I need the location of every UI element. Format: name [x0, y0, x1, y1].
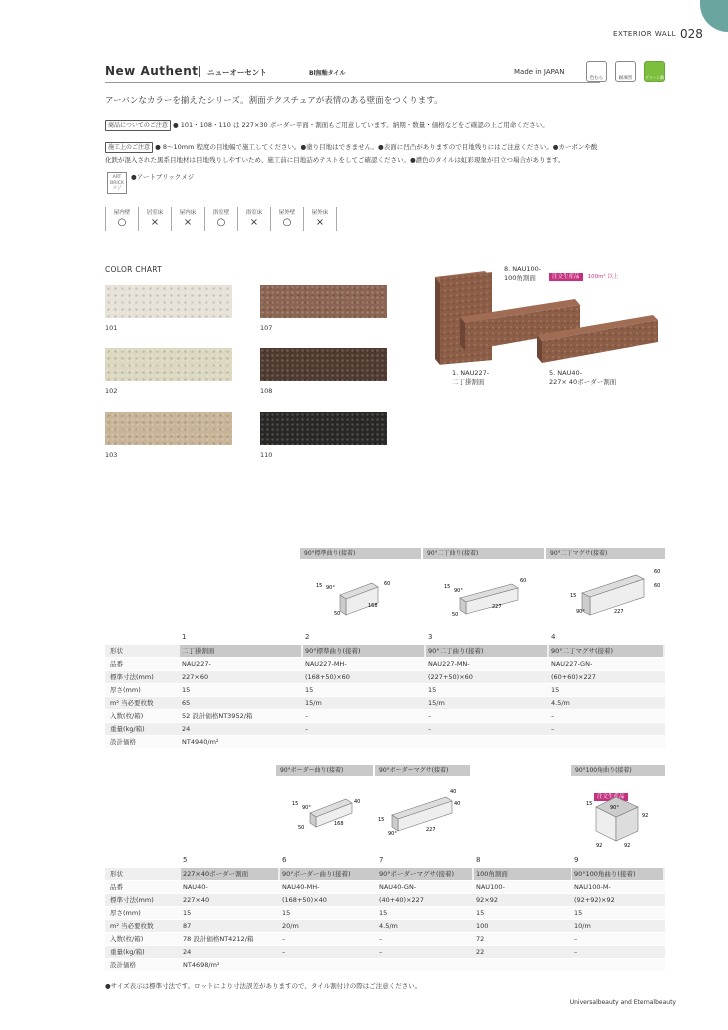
t2-header-7: 90°ボーダーマグサ(接着) — [375, 765, 470, 776]
usage-cell — [270, 207, 303, 231]
dim-label: 90° — [326, 585, 335, 591]
table-cell: 227×60 — [182, 673, 209, 681]
dim-label: 50 — [298, 825, 305, 831]
color-code: 103 — [105, 451, 118, 459]
dim-label: 15 — [378, 817, 385, 823]
table-cell: NT4698/m² — [183, 961, 220, 969]
usage-mark: ○ — [117, 217, 127, 228]
dim-label: 92 — [624, 843, 631, 849]
usage-label: 屋外壁 — [278, 210, 296, 216]
table-cell: 78 設計価格NT4212/箱 — [183, 935, 254, 943]
table-cell: NAU227-GN- — [551, 660, 593, 668]
product-note-text: ● 101・108・110 は 227×30 ボーダー平面・割面もご用意しています。納期・数量・価格などをご確認の上ご用命ください。 — [172, 121, 549, 129]
work-note — [105, 141, 597, 154]
table-cell: (40+40)×227 — [379, 896, 424, 904]
color-code: 102 — [105, 387, 118, 395]
table-cell: 4.5/m — [379, 922, 398, 930]
usage-mark: ○ — [216, 217, 226, 228]
color-swatch-107 — [260, 285, 387, 318]
row-label: 重量(kg/箱) — [110, 948, 145, 956]
row-label: 品番 — [110, 660, 123, 668]
dim-label: 15 — [316, 583, 323, 589]
t2-diagram-border-magusa — [378, 785, 468, 837]
table-cell: 15 — [379, 909, 388, 917]
dim-label: 15 — [444, 584, 451, 590]
column-number: 2 — [305, 633, 310, 641]
table-cell: (168+50)×60 — [305, 673, 350, 681]
art-brick-label: ●アートブリックメジ — [131, 173, 195, 181]
page-number: 028 — [680, 27, 703, 41]
dim-label: 90° — [610, 805, 619, 811]
usage-label: 浴室床 — [245, 210, 263, 216]
callout-1-desc: 二丁掛割面 — [452, 378, 485, 386]
table-cell: NAU227-MN- — [428, 660, 470, 668]
row-label: m² 当必要枚数 — [110, 699, 154, 707]
product-note — [105, 119, 549, 132]
callout-8 — [504, 265, 541, 283]
table-cell: – — [574, 935, 578, 943]
column-number: 9 — [574, 856, 579, 864]
row-label: 形状 — [110, 870, 123, 878]
table-cell: – — [305, 712, 309, 720]
usage-label: 屋内壁 — [113, 210, 131, 216]
dim-label: 90° — [302, 805, 311, 811]
column-number: 7 — [379, 856, 384, 864]
t1-header-4: 90°二丁マグサ(接着) — [546, 548, 665, 559]
t1-diagram-nicho — [442, 570, 532, 620]
badge-label: グリーン購入法 — [645, 75, 664, 86]
dim-label: 90° — [388, 831, 397, 837]
table-cell: NAU40- — [183, 883, 208, 891]
color-code: 107 — [260, 324, 273, 332]
row-label: 入数(枚/箱) — [110, 935, 144, 943]
row-label: 形状 — [110, 647, 123, 655]
row-label: 重量(kg/箱) — [110, 725, 145, 733]
t2-header-6: 90°ボーダー曲り(接着) — [276, 765, 373, 776]
table-cell: NAU40-MH- — [282, 883, 320, 891]
dim-label: 90° — [454, 588, 463, 594]
t2-diagram-border-corner — [290, 785, 370, 835]
column-number: 6 — [282, 856, 287, 864]
dim-label: 227 — [426, 827, 436, 833]
table-cell: – — [574, 948, 578, 956]
table-cell: 二丁掛割面 — [182, 647, 215, 655]
t1-header-2: 90°標準曲り(接着) — [300, 548, 421, 559]
lead-text: アーバンなカラーを揃えたシリーズ。割面テクスチュアが表情のある壁面をつくります。 — [105, 96, 443, 106]
callout-5-desc: 227× 40ボーダー割面 — [549, 378, 617, 386]
page-corner-tab — [700, 0, 728, 32]
table-cell: 15 — [183, 909, 192, 917]
dim-label: 40 — [354, 799, 361, 805]
row-label: 標準寸法(mm) — [110, 896, 154, 904]
color-code: 110 — [260, 451, 273, 459]
usage-cell — [171, 207, 204, 231]
callout-8-desc: 100角割面 — [504, 274, 536, 282]
made-in: Made in JAPAN — [514, 68, 565, 76]
color-code: 101 — [105, 324, 118, 332]
usage-cell — [105, 207, 138, 231]
dim-label: 90° — [576, 609, 585, 615]
column-number: 5 — [183, 856, 188, 864]
color-swatch-101 — [105, 285, 232, 318]
table-cell: 87 — [183, 922, 192, 930]
table-cell: NAU100-M- — [574, 883, 611, 891]
t2-header-9: 90°100角曲り(接着) — [571, 765, 665, 776]
row-label: 品番 — [110, 883, 123, 891]
dim-label: 60 — [384, 581, 391, 587]
table-cell: 4.5/m — [551, 699, 570, 707]
table-cell: (60+60)×227 — [551, 673, 596, 681]
table-cell: – — [428, 725, 432, 733]
table-cell: 15 — [428, 686, 437, 694]
t2-order-made-label: 注文生産品 — [594, 793, 628, 801]
section-label: EXTERIOR WALL — [613, 30, 676, 38]
usage-label: 浴室壁 — [212, 210, 230, 216]
table-cell: – — [379, 935, 383, 943]
green-purchase-badge — [644, 61, 665, 86]
table-cell: 65 — [182, 699, 191, 707]
table-cell: 15 — [574, 909, 583, 917]
table-cell: – — [551, 725, 555, 733]
table-cell: 15/m — [428, 699, 445, 707]
dim-label: 15 — [570, 593, 577, 599]
dim-label: 92 — [596, 843, 603, 849]
row-label: m² 当必要枚数 — [110, 922, 154, 930]
table-cell: 90°100角曲り(接着) — [574, 870, 636, 878]
usage-mark: × — [183, 217, 193, 228]
dim-label: 15 — [586, 801, 593, 807]
footer-tagline: Universalbeauty and Eternalbeauty — [569, 999, 676, 1006]
callout-8-code: 8. NAU100- — [504, 265, 542, 273]
product-name: New Authent — [105, 64, 199, 78]
table-cell: 20/m — [282, 922, 299, 930]
table-cell: 92×92 — [476, 896, 498, 904]
color-swatch-103 — [105, 412, 232, 445]
table-cell: 10/m — [574, 922, 591, 930]
column-number: 8 — [476, 856, 481, 864]
badge-label: 耐凍害 — [618, 76, 633, 81]
product-subtitle: Bl無釉タイル — [309, 70, 346, 77]
color-variation-badge — [586, 61, 607, 82]
color-code: 108 — [260, 387, 273, 395]
row-label: 入数(枚/箱) — [110, 712, 144, 720]
title-divider — [199, 66, 200, 77]
color-swatch-108 — [260, 348, 387, 381]
badge-label: 色むら — [589, 76, 604, 81]
frost-resistance-badge — [615, 61, 636, 82]
table-cell: 90°二丁曲り(接着) — [428, 647, 484, 655]
callout-5-code: 5. NAU40- — [549, 369, 582, 377]
footnote: ●サイズ表示は標準寸法です。ロットにより寸法誤差がありますので、タイル割付けの際はご注意ください。 — [105, 982, 422, 990]
table-cell: 227×40 — [183, 896, 210, 904]
t1-diagram-magusa — [570, 565, 665, 620]
column-number: 1 — [182, 633, 187, 641]
table-cell: 22 — [476, 948, 485, 956]
dim-label: 60 — [654, 583, 661, 589]
table-cell: NT4940/m² — [182, 738, 219, 746]
art-brick-icon: ART BRICK メジ — [107, 172, 127, 194]
usage-mark: × — [150, 217, 160, 228]
column-number: 3 — [428, 633, 433, 641]
row-label: 厚さ(mm) — [110, 686, 141, 694]
dim-label: 60 — [520, 578, 527, 584]
table-cell: – — [428, 712, 432, 720]
callout-1-code: 1. NAU227- — [452, 369, 490, 377]
work-note-line2: 化鉄が混入された黒系目地材は目地残りしやすいため、施工前に目地詰めテストをしてご確認ください。●濃色のタイルは虹彩現象が目立つ場合があります。 — [105, 156, 565, 164]
color-swatch-102 — [105, 348, 232, 381]
usage-mark: × — [315, 217, 325, 228]
table-cell: – — [305, 725, 309, 733]
dim-label: 168 — [368, 603, 378, 609]
order-made-note: 100m² 以上 — [587, 274, 619, 280]
row-label: 標準寸法(mm) — [110, 673, 154, 681]
usage-label: 居室床 — [146, 210, 164, 216]
table-cell: 15 — [305, 686, 314, 694]
dim-label: 227 — [614, 609, 624, 615]
table-cell: – — [379, 948, 383, 956]
dim-label: 50 — [452, 612, 459, 618]
table-cell: 15 — [282, 909, 291, 917]
row-label: 設計価格 — [110, 961, 136, 969]
usage-label: 屋外床 — [311, 210, 329, 216]
table-cell: 15/m — [305, 699, 322, 707]
product-photo — [425, 265, 665, 375]
table-cell: 24 — [183, 948, 192, 956]
usage-cell — [237, 207, 270, 231]
table-cell: 227×40ボーダー割面 — [183, 870, 249, 878]
table-cell: 24 — [182, 725, 191, 733]
usage-label: 屋内床 — [179, 210, 197, 216]
table-cell: 15 — [476, 909, 485, 917]
t2-diagram-100-corner — [582, 795, 662, 850]
table-cell: – — [282, 935, 286, 943]
dim-label: 60 — [654, 569, 661, 575]
table-cell: 15 — [551, 686, 560, 694]
t1-header-3: 90°二丁曲り(接着) — [423, 548, 544, 559]
table-cell: (168+50)×40 — [282, 896, 327, 904]
dim-label: 15 — [292, 801, 299, 807]
table-cell: 52 設計価格NT3952/箱 — [182, 712, 253, 720]
header-rule — [105, 82, 600, 83]
color-chart-title: COLOR CHART — [105, 265, 163, 274]
table-cell: (227+50)×60 — [428, 673, 473, 681]
t1-diagram-corner — [312, 565, 412, 620]
usage-cell — [138, 207, 171, 231]
dim-label: 40 — [454, 801, 461, 807]
product-kana: ニューオーセント — [207, 68, 267, 77]
order-made-label: 注文生産品 — [549, 273, 583, 281]
table-cell: 90°標準曲り(接着) — [305, 647, 361, 655]
table-cell: NAU227- — [182, 660, 211, 668]
order-made-tag — [549, 263, 618, 282]
row-label: 設計価格 — [110, 738, 136, 746]
table-cell: NAU40-GN- — [379, 883, 417, 891]
dim-label: 92 — [642, 813, 649, 819]
table-cell: 100 — [476, 922, 489, 930]
table-cell: 90°ボーダーマグサ(接着) — [379, 870, 455, 878]
table-cell: 72 — [476, 935, 485, 943]
product-note-tag: 商品についてのご注意 — [105, 120, 171, 131]
table-cell: (92+92)×92 — [574, 896, 615, 904]
table-cell: NAU227-MH- — [305, 660, 347, 668]
color-swatch-110 — [260, 412, 387, 445]
usage-cell — [204, 207, 237, 231]
table-cell: 90°二丁マグサ(接着) — [551, 647, 614, 655]
usage-mark: ○ — [282, 217, 292, 228]
table-cell: 100角割面 — [476, 870, 508, 878]
dim-label: 50 — [334, 611, 341, 617]
table-cell: 90°ボーダー曲り(接着) — [282, 870, 351, 878]
usage-cell — [303, 207, 337, 231]
table-cell: NAU100- — [476, 883, 505, 891]
callout-1 — [452, 369, 489, 387]
callout-5 — [549, 369, 616, 387]
column-number: 4 — [551, 633, 556, 641]
table-cell: – — [282, 948, 286, 956]
dim-label: 168 — [334, 821, 344, 827]
dim-label: 227 — [492, 604, 502, 610]
work-note-tag: 施工上のご注意 — [105, 142, 153, 153]
dim-label: 40 — [450, 789, 457, 795]
table-cell: 15 — [182, 686, 191, 694]
table-cell: – — [551, 712, 555, 720]
usage-mark: × — [249, 217, 259, 228]
row-label: 厚さ(mm) — [110, 909, 141, 917]
work-note-line1: ● 8～10mm 程度の目地幅で施工してください。●塗り目地はできません。●表面に凹凸がありますので目地残りにはご注意ください。●カーボンや酸 — [155, 143, 598, 151]
